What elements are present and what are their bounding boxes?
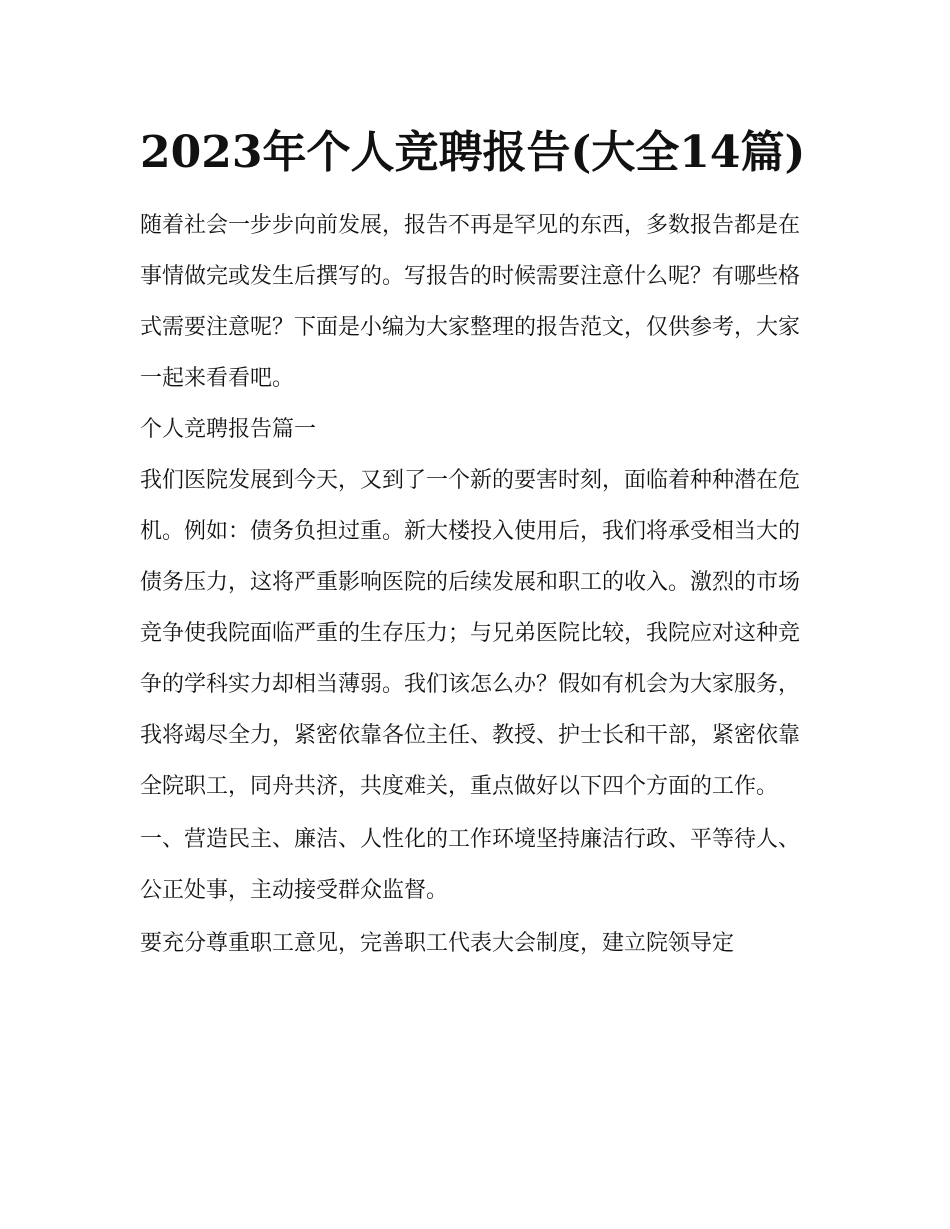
- body-paragraph: 要充分尊重职工意见，完善职工代表大会制度，建立院领导定: [140, 931, 735, 956]
- body-paragraph: 我们医院发展到今天，又到了一个新的要害时刻，面临着种种潜在危机。例如：债务负担过重。新大楼投入使用后，我们将承受相当大的债务压力，这将严重影响医院的后续发展和职工的收入。激烈的市场竞争使我院面临严重的生存压力；与兄弟医院比较，我院应对这种竞争的学科实力却相当薄弱。我们该怎么办？假如有机会为大家服务，我将竭尽全力，紧密依靠各位主任、教授、护士长和干部，紧密依靠全院职工，同舟共济，共度难关，重点做好以下四个方面的工作。: [140, 468, 801, 799]
- document-title: 2023年个人竞聘报告(大全14篇): [140, 127, 806, 178]
- document-content: [140, 116, 812, 969]
- intro-paragraph: 随着社会一步步向前发展，报告不再是罕见的东西，多数报告都是在事情做完或发生后撰写的。写报告的时候需要注意什么呢？有哪些格式需要注意呢？下面是小编为大家整理的报告范文，仅供参考，大家一起来看看吧。: [140, 213, 801, 391]
- body-paragraph: 一、营造民主、廉洁、人性化的工作环境坚持廉洁行政、平等待人、公正处事，主动接受群众监督。: [140, 827, 801, 903]
- section-heading: 个人竞聘报告篇一: [140, 417, 317, 442]
